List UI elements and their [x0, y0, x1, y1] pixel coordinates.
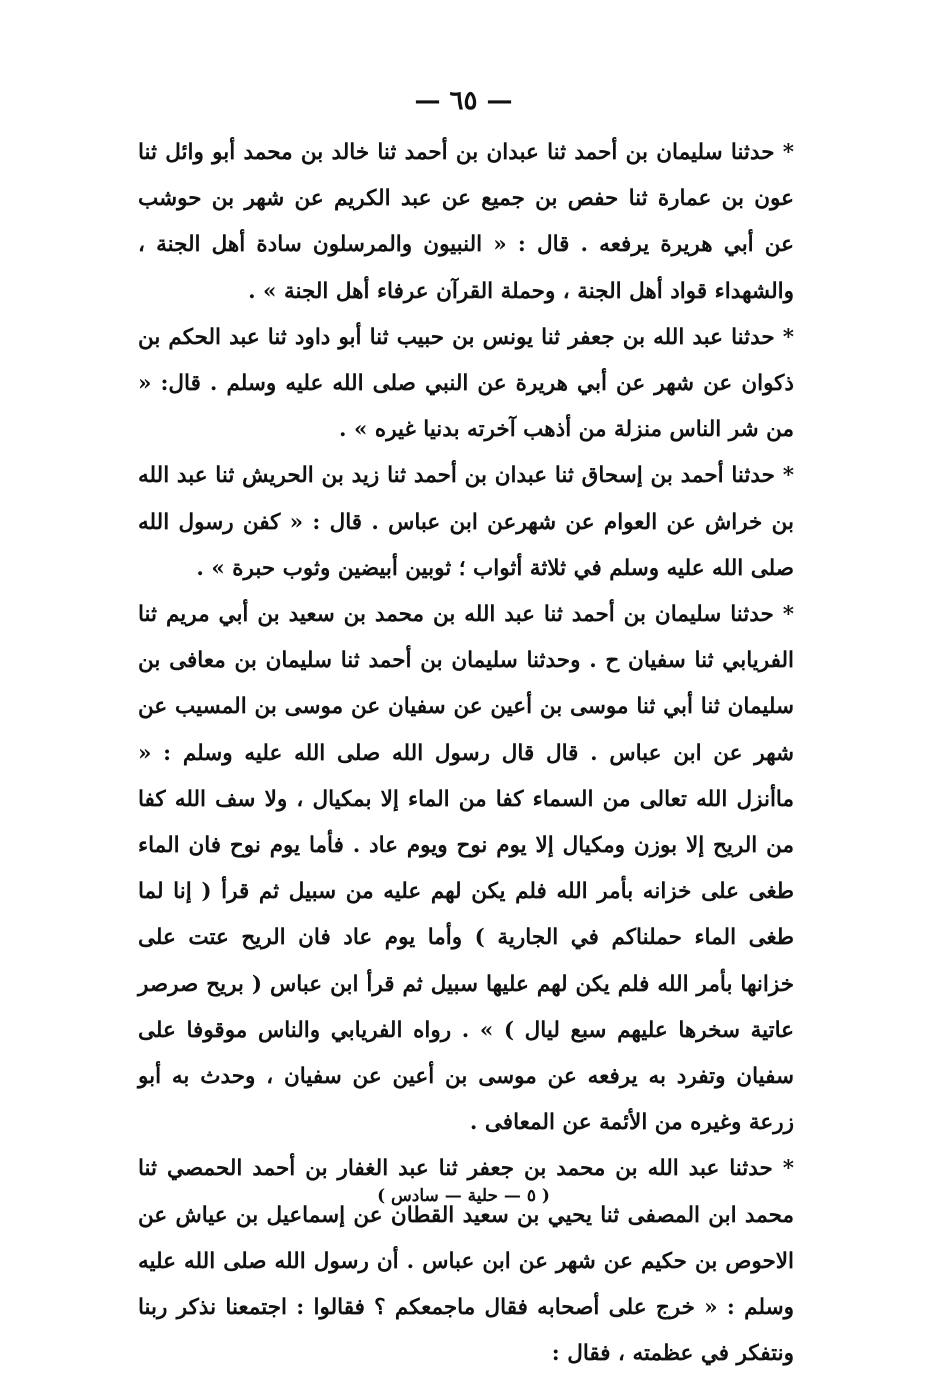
hadith-paragraph-4: * حدثنا سليمان بن أحمد ثنا عبد الله بن محمد بن سعيد بن أبي مريم ثنا الفريابي ثنا سفيان ح . وحدثنا سليمان بن أحمد ثنا سليمان بن معافى بن سليمان ثنا أبي ثنا موسى بن أعين عن سفيان عن موسى بن المسيب عن شهر عن ابن عباس . قال قال رسول الله صلى الله عليه وسلم : « ماأنزل الله تعالى من السماء كفا من الماء إلا بمكيال ، ولا سف الله كفا من الريح إلا بوزن ومكيال إلا يوم نوح ويوم عاد . فأما يوم نوح فان الماء طغى على خزانه بأمر الله فلم يكن لهم عليه من سبيل ثم قرأ ( إنا لما طغى الماء حملناكم في الجارية ) وأما يوم عاد فان الريح عتت على خزانها بأمر الله فلم يكن لهم عليها سبيل ثم قرأ ابن عباس ( بريح صرصر عاتية سخرها عليهم سبع ليال ) » . رواه الفريابي والناس موقوفا على سفيان وتفرد به يرفعه عن موسى بن أعين عن سفيان ، وحدث به أبو زرعة وغيره من الأئمة عن المعافى . [138, 602, 794, 1136]
page-number: — ٦٥ — [414, 86, 513, 116]
hadith-paragraph-3: * حدثنا أحمد بن إسحاق ثنا عبدان بن أحمد ثنا زيد بن الحريش ثنا عبد الله بن خراش عن العوام عن شهرعن ابن عباس . قال : « كفن رسول الله صلى الله عليه وسلم في ثلاثة أثواب ؛ ثوبين أبيضين وثوب حبرة » . [138, 463, 794, 581]
hadith-paragraph-2: * حدثنا عبد الله بن جعفر ثنا يونس بن حبيب ثنا أبو داود ثنا عبد الحكم بن ذكوان عن شهر عن أبي هريرة عن النبي صلى الله عليه وسلم . قال: « من شر الناس منزلة من أذهب آخرته بدنيا غيره » . [138, 324, 794, 443]
hadith-paragraph-1: * حدثنا سليمان بن أحمد ثنا عبدان بن أحمد ثنا خالد بن محمد أبو وائل ثنا عون بن عمارة ثنا حفص بن جميع عن عبد الكريم عن شهر بن حوشب عن أبي هريرة يرفعه . قال : « النبيون والمرسلون سادة أهل الجنة ، والشهداء قواد أهل الجنة ، وحملة القرآن عرفاء أهل الجنة » . [138, 140, 794, 304]
signature-mark: ( ٥ — حلية — سادس ) [377, 1186, 550, 1206]
hadith-paragraph-5: * حدثنا عبد الله بن محمد بن جعفر ثنا عبد الغفار بن أحمد الحمصي ثنا محمد ابن المصفى ثنا يحيي بن سعيد القطان عن إسماعيل بن عياش عن الاحوص بن حكيم عن شهر عن ابن عباس . أن رسول الله صلى الله عليه وسلم : « خرج على أصحابه فقال ماجمعكم ؟ فقالوا : اجتمعنا نذكر ربنا ونتفكر في عظمته ، فقال : [138, 1156, 794, 1367]
